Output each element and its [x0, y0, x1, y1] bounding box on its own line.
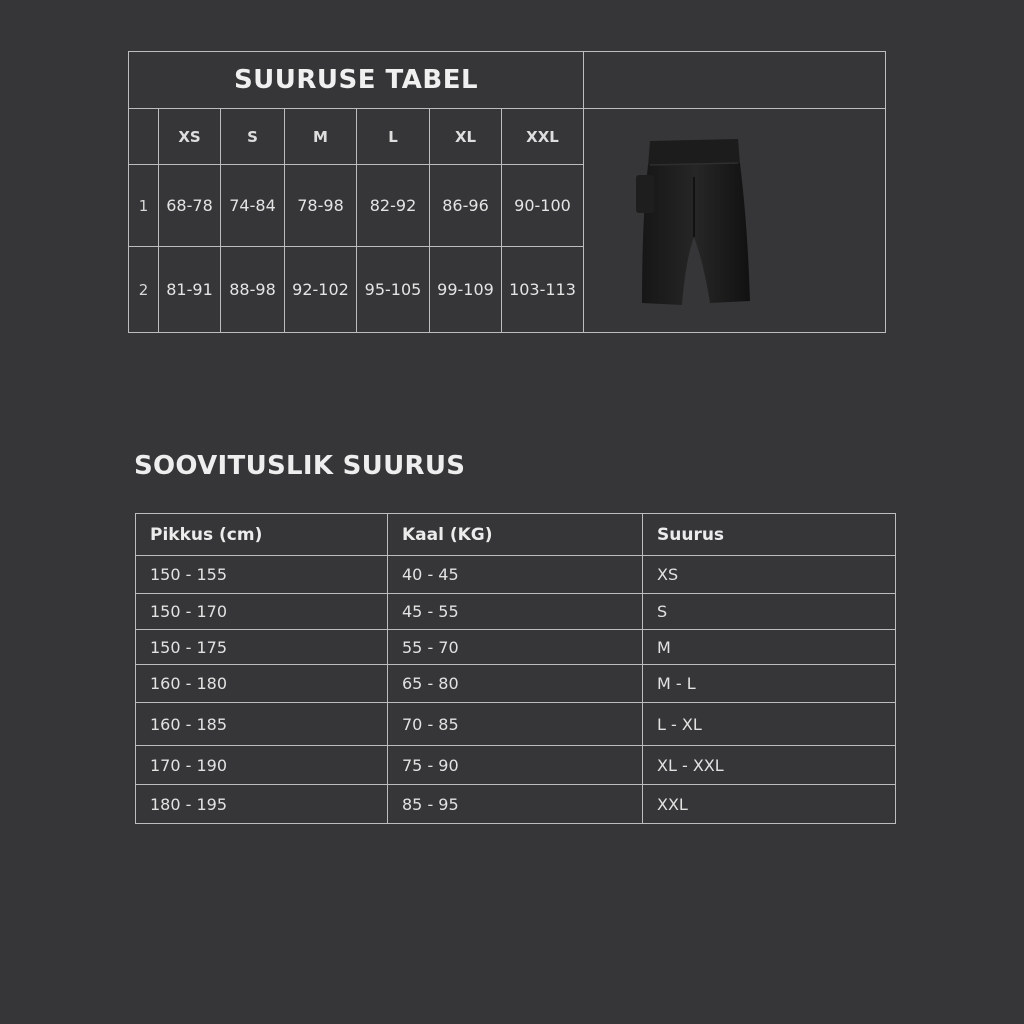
size-value-cell: 88-98: [221, 247, 285, 333]
size-value-cell: 99-109: [430, 247, 502, 333]
height-cell: 150 - 155: [136, 556, 388, 594]
size-value-cell: 90-100: [502, 165, 584, 247]
size-value-cell: 92-102: [285, 247, 357, 333]
height-header: Pikkus (cm): [136, 514, 388, 556]
weight-cell: 75 - 90: [388, 746, 643, 785]
size-cell: M - L: [643, 665, 896, 703]
table-row: [136, 746, 896, 785]
size-value-cell: 68-78: [159, 165, 221, 247]
size-value-cell: 78-98: [285, 165, 357, 247]
size-header-s: S: [221, 109, 285, 165]
size-cell: XXL: [643, 785, 896, 824]
recommended-size-title: SOOVITUSLIK SUURUS: [134, 451, 466, 481]
size-value-cell: 103-113: [502, 247, 584, 333]
size-value-cell: 74-84: [221, 165, 285, 247]
size-table-corner-cell: [584, 52, 886, 109]
height-cell: 170 - 190: [136, 746, 388, 785]
weight-cell: 65 - 80: [388, 665, 643, 703]
size-header-m: M: [285, 109, 357, 165]
row-index: 1: [129, 165, 159, 247]
weight-cell: 85 - 95: [388, 785, 643, 824]
size-cell: XS: [643, 556, 896, 594]
size-table: [128, 51, 886, 333]
index-header-cell: [129, 109, 159, 165]
size-value-cell: 82-92: [357, 165, 430, 247]
table-row: [136, 665, 896, 703]
table-row: [136, 703, 896, 746]
size-cell: M: [643, 630, 896, 665]
recommended-size-table: [135, 513, 896, 824]
size-cell: L - XL: [643, 703, 896, 746]
size-header-xxl: XXL: [502, 109, 584, 165]
size-cell: S: [643, 594, 896, 630]
table-row: [136, 594, 896, 630]
size-header-row: [129, 109, 886, 165]
height-cell: 180 - 195: [136, 785, 388, 824]
recommended-header-row: [136, 514, 896, 556]
size-value-cell: 81-91: [159, 247, 221, 333]
table-row: [136, 556, 896, 594]
weight-cell: 40 - 45: [388, 556, 643, 594]
size-table-title: SUURUSE TABEL: [129, 52, 584, 109]
weight-cell: 55 - 70: [388, 630, 643, 665]
shorts-icon: [634, 137, 756, 309]
table-row: [136, 630, 896, 665]
size-header: Suurus: [643, 514, 896, 556]
size-value-cell: 95-105: [357, 247, 430, 333]
table-row: [136, 785, 896, 824]
height-cell: 150 - 170: [136, 594, 388, 630]
weight-cell: 70 - 85: [388, 703, 643, 746]
size-value-cell: 86-96: [430, 165, 502, 247]
size-header-xl: XL: [430, 109, 502, 165]
height-cell: 160 - 185: [136, 703, 388, 746]
size-header-xs: XS: [159, 109, 221, 165]
size-cell: XL - XXL: [643, 746, 896, 785]
product-image-cell: [584, 109, 886, 333]
size-header-l: L: [357, 109, 430, 165]
row-index: 2: [129, 247, 159, 333]
weight-header: Kaal (KG): [388, 514, 643, 556]
height-cell: 160 - 180: [136, 665, 388, 703]
height-cell: 150 - 175: [136, 630, 388, 665]
weight-cell: 45 - 55: [388, 594, 643, 630]
